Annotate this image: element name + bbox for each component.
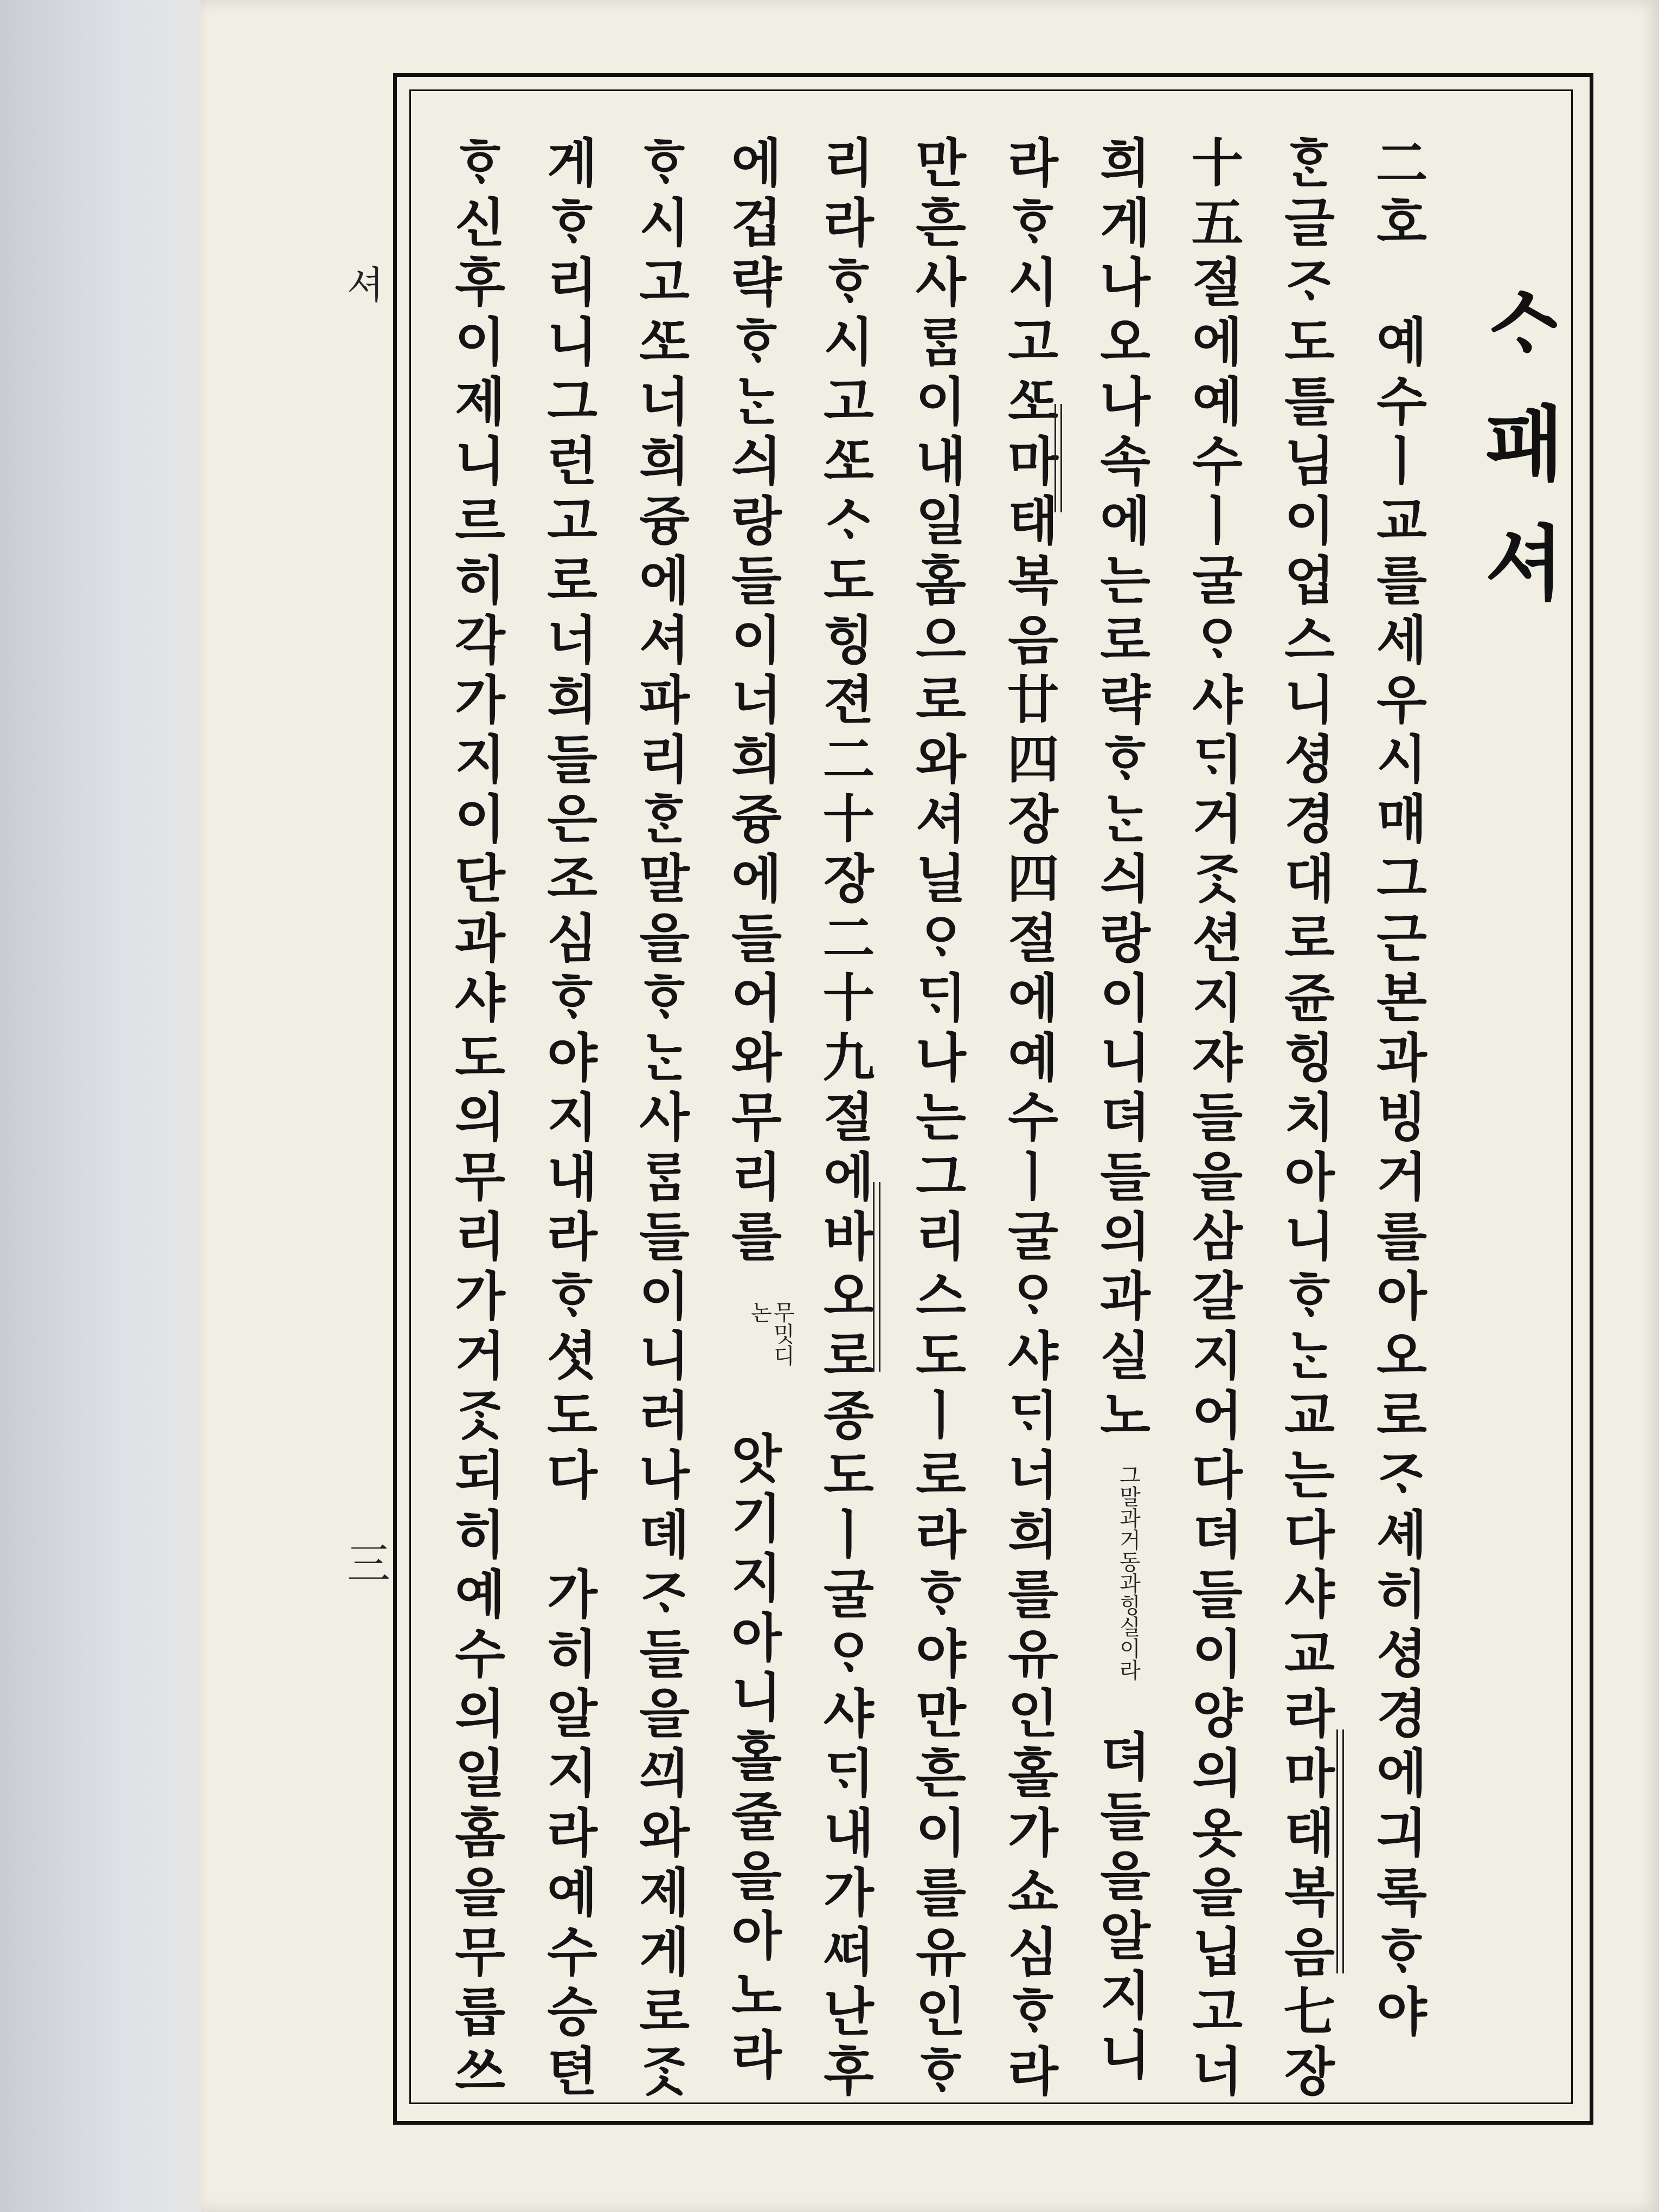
running-head: 셔 (347, 263, 384, 307)
text-column-11: ᄒᆞ신후이제니르히각가지이단과샤도의무리가거ᄌᆞᆺ되히예수의일홈을무릅쓰 (446, 136, 506, 2104)
text-column-7: 리라ᄒᆞ시고ᄯᅩᄉᆞ도힝젼二十장二十九절에바오로종도ㅣ굴ᄋᆞ샤ᄃᆡ내가ᄯᅥ난후 (814, 136, 875, 2104)
text-column-5: 라ᄒᆞ시고ᄯᅩ마태복음廿四장四절에예수ㅣ굴ᄋᆞ샤ᄃᆡ너희를유인홀가쇼심ᄒᆞ라 (999, 136, 1059, 2104)
page-title: ᄉᆞ패셔 (1470, 282, 1564, 640)
text-column-10: 게ᄒᆞ리니그런고로너희들은조심ᄒᆞ야지내라ᄒᆞ셧도다 (538, 136, 599, 1507)
proper-noun-mark (873, 1182, 880, 1372)
page-number: 三 (347, 1539, 390, 1589)
text-column-4: 희게나오나속에는로략ᄒᆞᄂᆞᆫ싀랑이니뎌들의과실노 (1091, 136, 1152, 1448)
text-column-6: 만흔사ᄅᆞᆷ이내일홈으로와셔닐ᄋᆞᄃᆡ나는그리스도ㅣ로라ᄒᆞ야만흔이를유인ᄒᆞ (906, 136, 967, 2104)
text-column-3: 十五절에예수ㅣ굴ᄋᆞ샤ᄃᆡ거ᄌᆞᆺ션지쟈들을삼갈지어다뎌들이양의옷을닙고너 (1183, 136, 1244, 2104)
proper-noun-mark (1054, 404, 1062, 512)
text-column-2: ᄒᆞᆫ글ᄌᆞ도틀님이업스니셩경대로쥰힝치아니ᄒᆞᄂᆞᆫ교는다샤교라마태복음七장 (1275, 136, 1336, 2104)
text-column-1: 二호 예수ㅣ교를세우시매그근본과빙거를아오로ᄌᆞ셰히셩경에긔록ᄒᆞ야 (1367, 136, 1428, 2044)
text-column-8-tail: 앗기지아니홀줄을아노라 (722, 1431, 783, 2087)
text-column-8: 에겁략ᄒᆞᄂᆞᆫ싀랑들이너희즁에들어와무리를 (722, 136, 783, 1269)
interlinear-gloss: 무밋디논 (747, 1301, 795, 1366)
text-column-10-tail: 가히알지라예수승텬 (538, 1567, 599, 2104)
text-column-4-tail: 뎌들을알지니 (1091, 1729, 1152, 2087)
background-left (0, 0, 217, 2212)
interlinear-gloss: 그말과거동과힝실이라 (1116, 1464, 1141, 1681)
proper-noun-mark (1336, 1729, 1344, 1973)
text-column-9: ᄒᆞ시고ᄯᅩ너희즁에셔파리ᄒᆞᆫ말을ᄒᆞᄂᆞᆫ사ᄅᆞᆷ들이니러나뎨ᄌᆞ들을ᄭᅴ와제게로ᄌᆞᆺ (630, 136, 691, 2104)
